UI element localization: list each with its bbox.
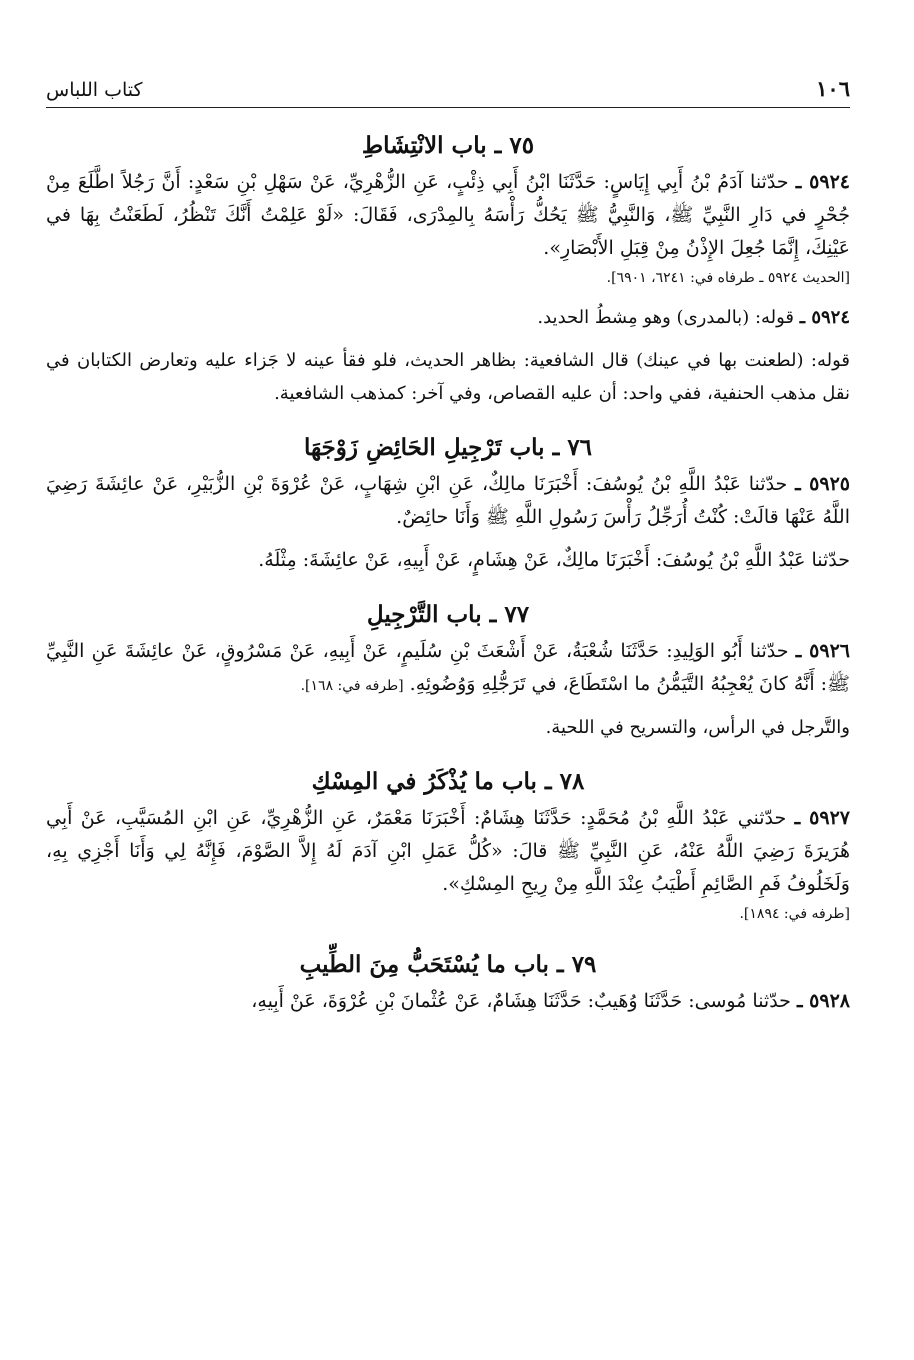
chapter-title-79: ٧٩ ـ باب ما يُسْتَحَبُّ مِنَ الطِّيبِ	[299, 951, 597, 978]
hadith-5925	[46, 468, 850, 534]
chapter-title-77: ٧٧ ـ باب التَّرْجِيلِ	[366, 601, 530, 628]
hadith-5924	[46, 166, 850, 265]
hadith-5928	[46, 985, 850, 1018]
commentary-5924-b: قوله: (لطعنت بها في عينك) قال الشافعية: بظاهر الحديث، فلو فقأ عينه لا جَزاء عليه وتعارض الكتابان في نقل مذهب الحنفية، ففي واحد: أن عليه القصاص، وفي آخر: كمذهب الشافعية.	[46, 350, 850, 404]
hadith-number: ٥٩٢٥ ـ	[795, 473, 850, 495]
hadith-5927	[46, 802, 850, 901]
running-header	[46, 74, 850, 108]
commentary-text: قوله: (بالمدرى) وهو مِشطُ الحديد.	[537, 307, 795, 328]
page-content	[46, 126, 850, 1018]
hadith-number: ٥٩٢٦ ـ	[795, 640, 850, 662]
cross-reference-note: [الحديث ٥٩٢٤ ـ طرفاه في: ٦٢٤١، ٦٩٠١].	[606, 270, 850, 286]
cross-reference-note: [طرفه في: ١٨٩٤].	[739, 906, 850, 922]
hadith-text: حدّثنا مُوسى: حَدَّثَنَا وُهَيبٌ: حَدَّثَنَا هِشَامٌ، عَنْ عُثْمانَ بْنِ عُرْوَةَ، عَنْ أَبِيهِ،	[251, 990, 791, 1012]
hadith-text: حدّثني عَبْدُ اللَّهِ بْنُ مُحَمَّدٍ: حَدَّثَنَا هِشَامٌ: أَخْبَرَنَا مَعْمَرٌ، عَنِ الزُّهْرِيِّ، عَنِ ابْنِ المُسَيَّبِ، عَنْ أَبِي هُرَيرَةَ رَضِيَ اللَّهُ عَنْهُ، عَنِ النَّبِيِّ ﷺ قالَ: «كُلُّ عَمَلِ ابْنِ آدَمَ لَهُ إِلاَّ الصَّوْمَ، فَإِنَّهُ لِي وَأَنَا أَجْزِي بِهِ، وَلَخَلُوفُ فَمِ الصَّائِمِ أَطْيَبُ عِنْدَ اللَّهِ مِنْ رِيحِ المِسْكِ».	[46, 807, 850, 895]
commentary-5926: والتَّرجل في الرأس، والتسريح في اللحية.	[545, 717, 850, 738]
chapter-title-78: ٧٨ ـ باب ما يُذْكَرُ في المِسْكِ	[311, 768, 585, 795]
hadith-text: حدّثنا آدَمُ بْنُ أَبِي إِيَاسٍ: حَدَّثَنَا ابْنُ أَبِي ذِئْبٍ، عَنِ الزُّهْرِيِّ، عَنْ سَهْلِ بْنِ سَعْدٍ: أَنَّ رَجُلاً اطَّلَعَ مِنْ جُحْرٍ في دَارِ النَّبِيِّ ﷺ، وَالنَّبِيُّ ﷺ يَحُكُّ رَأْسَهُ بِالمِدْرَى، فَقَالَ: «لَوْ عَلِمْتُ أَنَّكَ تَنْظُرُ، لَطَعَنْتُ بِهَا في عَيْنِكَ، إِنَّمَا جُعِلَ الإِذْنُ مِنْ قِبَلِ الأَبْصَارِ».	[46, 171, 850, 259]
commentary-number: ٥٩٢٤ ـ	[799, 307, 850, 328]
hadith-number: ٥٩٢٨ ـ	[796, 990, 850, 1012]
chapter-title-76: ٧٦ ـ باب تَرْجِيلِ الحَائِضِ زَوْجَهَا	[303, 434, 593, 461]
hadith-text: حدّثنا أَبُو الوَلِيدِ: حَدَّثَنَا شُعْبَةُ، عَنْ أَشْعَثَ بْنِ سُلَيمٍ، عَنْ أَبِيهِ، عَنْ مَسْرُوقٍ، عَنْ عائِشَةَ عَنِ النَّبِيِّ ﷺ: أَنَّهُ كانَ يُعْجِبُهُ التَّيَمُّنُ ما اسْتَطَاعَ، في تَرَجُّلِهِ وَوُضُوئِهِ.	[46, 640, 850, 695]
chapter-title-75: ٧٥ ـ باب الانْتِشَاطِ	[361, 132, 535, 159]
page-number: ١٠٦	[816, 76, 850, 101]
commentary-5924-a	[46, 301, 850, 334]
hadith-number: ٥٩٢٧ ـ	[794, 807, 850, 829]
cross-reference-note: [طرفه في: ١٦٨].	[300, 678, 404, 694]
hadith-5925-second-chain: حدّثنا عَبْدُ اللَّهِ بْنُ يُوسُفَ: أَخْبَرَنَا مالِكٌ، عَنْ هِشَامٍ، عَنْ أَبِيهِ، عَنْ عائِشَةَ: مِثْلَهُ.	[258, 549, 850, 571]
hadith-text: حدّثنا عَبْدُ اللَّهِ بْنُ يُوسُفَ: أَخْبَرَنَا مالِكٌ، عَنِ ابْنِ شِهَابٍ، عَنْ عُرْوَةَ بْنِ الزُّبَيْرِ، عَنْ عائِشَةَ رَضِيَ اللَّهُ عَنْهَا قالَتْ: كُنْتُ أُرَجِّلُ رَأْسَ رَسُولِ اللَّهِ ﷺ وَأَنَا حائِضٌ.	[46, 473, 850, 528]
hadith-5926	[46, 635, 850, 701]
book-title: كتاب اللباس	[46, 79, 143, 101]
hadith-number: ٥٩٢٤ ـ	[795, 171, 850, 193]
